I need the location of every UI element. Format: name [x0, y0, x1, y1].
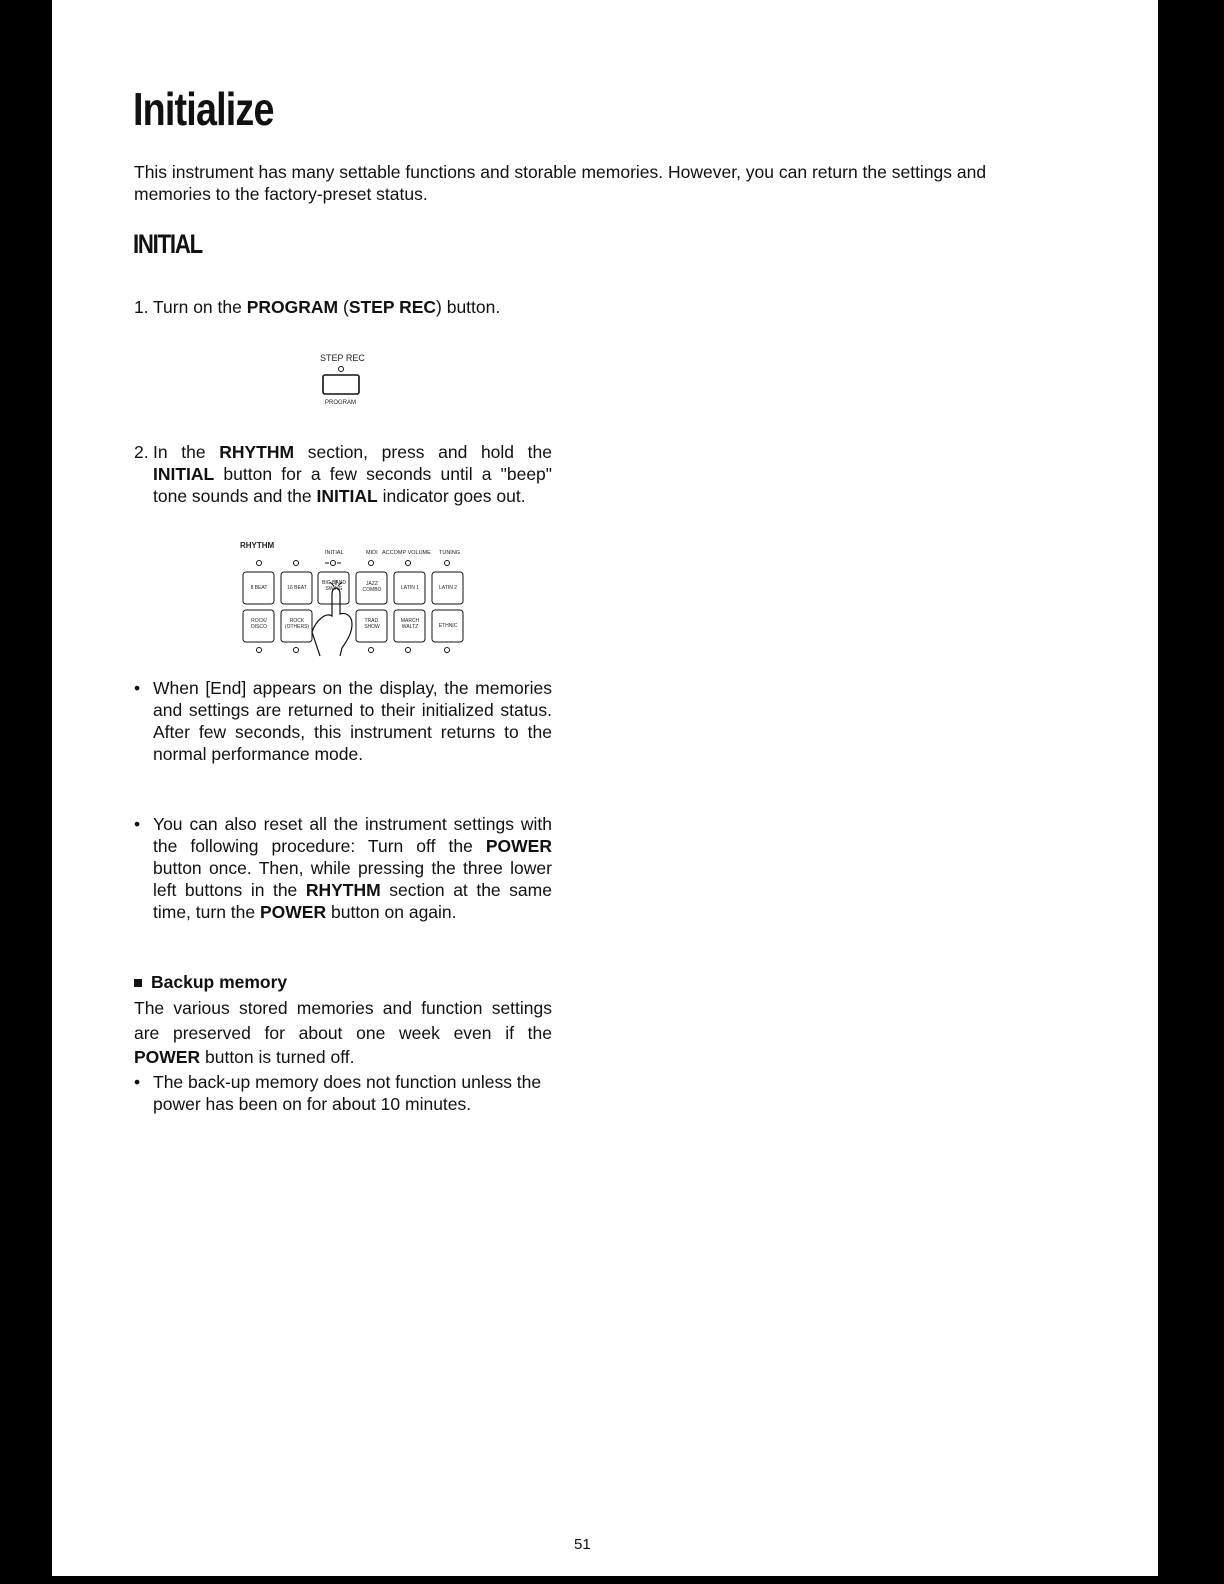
bullet-dot: •: [134, 1072, 141, 1092]
bullet-dot: •: [134, 814, 141, 834]
btn-latin-2-label: LATIN 2: [439, 585, 457, 591]
bullet-dot: •: [134, 678, 141, 698]
program-label: PROGRAM: [325, 400, 357, 406]
btn-trad-show-label: TRAD. SHOW: [364, 618, 380, 630]
bullet-text: The back-up memory does not function unless the power has been on for about 10 minutes.: [153, 1072, 542, 1114]
square-bullet-icon: [134, 979, 142, 987]
right-border-bar: [1158, 0, 1224, 1584]
left-border-bar: [0, 0, 52, 1584]
text: You can also reset all the instrument settings with the following procedure: Turn off the: [153, 814, 552, 856]
bold-text: STEP REC: [348, 297, 437, 317]
page-title: Initialize: [133, 83, 274, 135]
bullet-text: [153, 813, 552, 923]
rhythm-panel-figure: [236, 538, 476, 658]
text: button for a few seconds until a "beep" tone sounds and the: [153, 464, 552, 506]
bold-text: PROGRAM: [246, 297, 339, 317]
bold-text: POWER: [134, 1047, 201, 1067]
text: button on again.: [326, 902, 457, 922]
btn-jazz-combo-label: JAZZ COMBO: [362, 581, 382, 593]
bold-text: POWER: [485, 836, 552, 856]
text: indicator goes out.: [377, 486, 526, 506]
step-number: 1.: [134, 297, 149, 317]
intro-paragraph: This instrument has many settable functions and storable memories. However, you can return the settings and memories to the factory-preset status.: [134, 162, 987, 204]
step-2: [134, 441, 552, 507]
bold-text: POWER: [260, 902, 327, 922]
program-button-figure: [300, 350, 390, 412]
bullet-end-display: [134, 677, 552, 765]
section-title: INITIAL: [133, 229, 202, 259]
bottom-border-bar: [0, 1576, 1224, 1584]
text: ) button.: [436, 297, 501, 317]
text: Turn on the: [153, 297, 247, 317]
step-text: [153, 296, 552, 318]
step-text: [153, 441, 552, 507]
bullet-text: When [End] appears on the display, the memories and settings are returned to their initialized status. After few seconds, this instrument returns to the normal performance mode.: [153, 678, 552, 764]
btn-8-beat-label: 8 BEAT: [250, 585, 268, 591]
tuning-label: TUNING: [439, 550, 461, 556]
bold-text: INITIAL: [316, 486, 378, 506]
step-number: 2.: [134, 442, 149, 462]
page-number: 51: [574, 1536, 591, 1553]
btn-rock-disco-label: ROCK/ DISCO: [251, 618, 267, 630]
text: (: [338, 297, 349, 317]
text: section at the same time, turn the: [153, 880, 552, 922]
bullet-reset-procedure: [134, 813, 552, 923]
step-1: [134, 296, 552, 318]
bold-text: INITIAL: [153, 464, 215, 484]
bold-text: RHYTHM: [305, 880, 381, 900]
btn-16-beat-label: 16 BEAT: [287, 585, 307, 591]
text: button is turned off.: [200, 1047, 355, 1067]
rhythm-panel-drawing: [236, 538, 476, 658]
backup-memory-heading: [134, 971, 552, 993]
rhythm-label: RHYTHM: [240, 541, 275, 550]
bold-text: RHYTHM: [219, 442, 295, 462]
heading-text: Backup memory: [151, 972, 288, 992]
backup-memory-bullet: [134, 1071, 552, 1115]
btn-big-band-swing-label: BIG BAND SWING: [322, 580, 346, 592]
btn-march-waltz-label: MARCH WALTZ: [400, 618, 420, 630]
initial-label: INITIAL: [325, 550, 344, 556]
midi-label: MIDI: [366, 550, 378, 556]
text: section, press and hold the: [294, 442, 552, 462]
text: button once. Then, while pressing the three lower left buttons in the: [153, 858, 552, 900]
btn-ethnic-label: ETHNIC: [438, 623, 458, 629]
step-rec-label: STEP REC: [320, 353, 365, 363]
text: In the: [153, 442, 220, 462]
accomp-volume-label: ACCOMP VOLUME: [382, 550, 431, 556]
btn-latin-1-label: LATIN 1: [401, 585, 419, 591]
text: The various stored memories and function settings are preserved for about one week even if the: [134, 998, 552, 1043]
btn-rock-others-label: ROCK (OTHERS): [284, 618, 310, 630]
backup-memory-paragraph: [134, 996, 552, 1070]
